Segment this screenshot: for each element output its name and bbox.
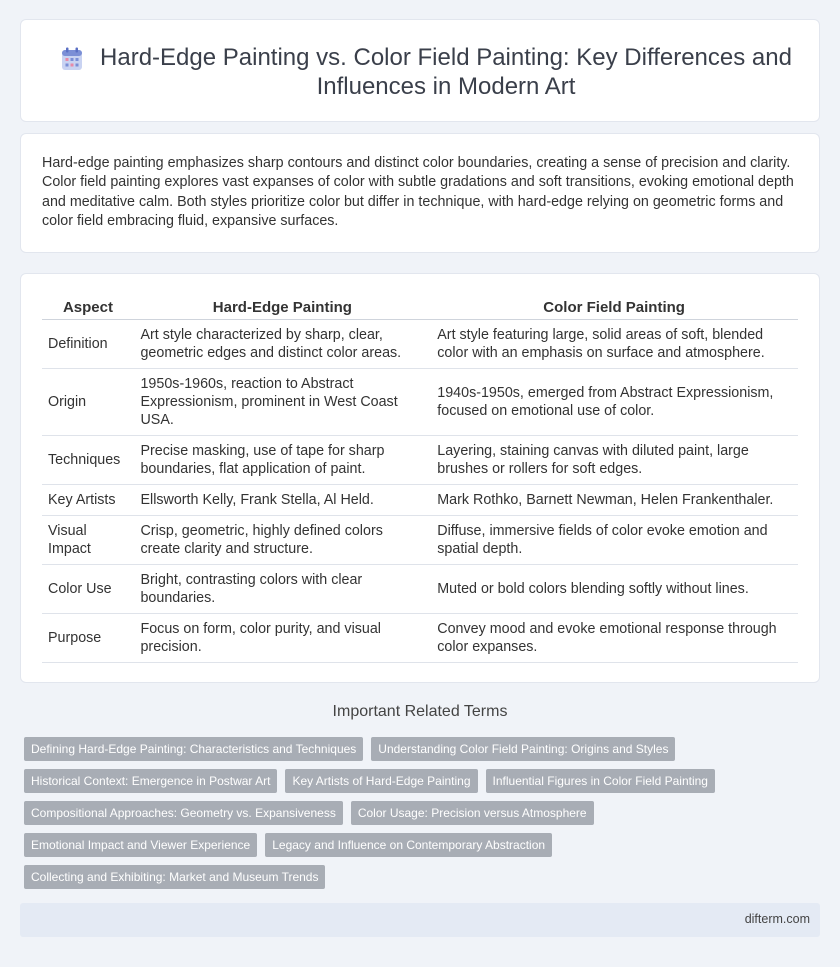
cell-color-field: Art style featuring large, solid areas of soft, blended color with an emphasis on surface and atmosphere. [431, 319, 798, 368]
related-term-tag[interactable]: Defining Hard-Edge Painting: Characteristics and Techniques [24, 737, 363, 761]
page-title: Hard-Edge Painting vs. Color Field Painting: Key Differences and Influences in Modern Art [100, 43, 792, 100]
table-row [42, 515, 798, 564]
tag-row [24, 865, 804, 889]
related-term-tag[interactable]: Compositional Approaches: Geometry vs. Expansiveness [24, 801, 343, 825]
cell-aspect: Definition [42, 319, 134, 368]
related-term-tag[interactable]: Key Artists of Hard-Edge Painting [285, 769, 477, 793]
intro-paragraph: Hard-edge painting emphasizes sharp contours and distinct color boundaries, creating a sense of precision and clarity. Color field painting explores vast expanses of color with subtle gradations and soft transitions, evoking emotional depth and meditative calm. Both styles prioritize color but differ in technique, with hard-edge relying on geometric forms and color field embracing fluid, expansive surfaces. [42, 155, 794, 229]
table-row [42, 613, 798, 662]
tag-row [24, 769, 804, 793]
footer-bar [20, 903, 820, 937]
cell-hard-edge: Bright, contrasting colors with clear boundaries. [134, 564, 431, 613]
cell-aspect: Origin [42, 368, 134, 435]
tag-row [24, 801, 804, 825]
related-terms-heading: Important Related Terms [332, 703, 508, 720]
column-header-aspect: Aspect [42, 294, 134, 319]
related-term-tag[interactable]: Legacy and Influence on Contemporary Abstraction [265, 833, 552, 857]
related-term-tag[interactable]: Emotional Impact and Viewer Experience [24, 833, 257, 857]
table-header-row [42, 294, 798, 319]
footer-site-link[interactable]: difterm.com [744, 912, 810, 926]
cell-color-field: Mark Rothko, Barnett Newman, Helen Frankenthaler. [431, 484, 798, 515]
related-term-tag[interactable]: Color Usage: Precision versus Atmosphere [351, 801, 594, 825]
tag-row [24, 833, 804, 857]
cell-hard-edge: 1950s-1960s, reaction to Abstract Expressionism, prominent in West Coast USA. [134, 368, 431, 435]
intro-card [20, 133, 820, 253]
cell-hard-edge: Ellsworth Kelly, Frank Stella, Al Held. [134, 484, 431, 515]
related-term-tag[interactable]: Collecting and Exhibiting: Market and Museum Trends [24, 865, 325, 889]
cell-color-field: Diffuse, immersive fields of color evoke emotion and spatial depth. [431, 515, 798, 564]
comparison-table [42, 294, 798, 663]
cell-aspect: Visual Impact [42, 515, 134, 564]
cell-aspect: Purpose [42, 613, 134, 662]
table-row [42, 319, 798, 368]
cell-color-field: 1940s-1950s, emerged from Abstract Expressionism, focused on emotional use of color. [431, 368, 798, 435]
table-row [42, 435, 798, 484]
cell-hard-edge: Art style characterized by sharp, clear, geometric edges and distinct color areas. [134, 319, 431, 368]
header-card [20, 19, 820, 122]
column-header-hard-edge: Hard-Edge Painting [134, 294, 431, 319]
tag-row [24, 737, 804, 761]
related-term-tag[interactable]: Influential Figures in Color Field Painting [486, 769, 715, 793]
cell-color-field: Layering, staining canvas with diluted paint, large brushes or rollers for soft edges. [431, 435, 798, 484]
related-term-tag[interactable]: Historical Context: Emergence in Postwar Art [24, 769, 277, 793]
table-row [42, 368, 798, 435]
cell-hard-edge: Crisp, geometric, highly defined colors create clarity and structure. [134, 515, 431, 564]
cell-hard-edge: Precise masking, use of tape for sharp boundaries, flat application of paint. [134, 435, 431, 484]
comparison-table-card [20, 273, 820, 683]
cell-aspect: Color Use [42, 564, 134, 613]
related-terms-list [24, 737, 804, 897]
cell-hard-edge: Focus on form, color purity, and visual precision. [134, 613, 431, 662]
table-row [42, 564, 798, 613]
cell-color-field: Muted or bold colors blending softly without lines. [431, 564, 798, 613]
cell-color-field: Convey mood and evoke emotional response through color expanses. [431, 613, 798, 662]
related-term-tag[interactable]: Understanding Color Field Painting: Origins and Styles [371, 737, 675, 761]
cell-aspect: Key Artists [42, 484, 134, 515]
column-header-color-field: Color Field Painting [431, 294, 798, 319]
table-row [42, 484, 798, 515]
cell-aspect: Techniques [42, 435, 134, 484]
